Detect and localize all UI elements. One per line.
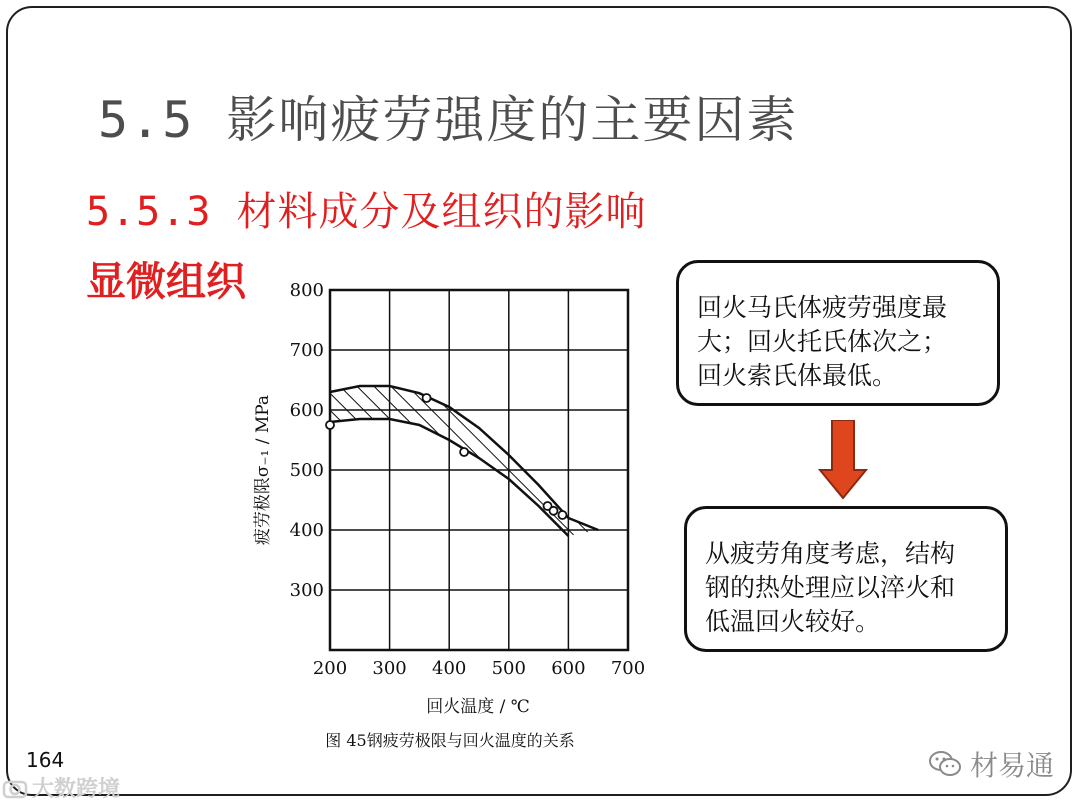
chart-y-tick-label: 300	[289, 580, 324, 601]
chart-y-tick-label: 800	[289, 280, 324, 301]
camera-icon	[2, 777, 28, 799]
chart-y-tick-label: 500	[289, 460, 324, 481]
callout-heat-treatment	[684, 506, 1008, 652]
chart-grid	[330, 290, 628, 650]
section-heading: 显微组织	[86, 259, 246, 305]
chart-x-tick-label: 600	[551, 658, 586, 679]
callout-tempered-structures	[676, 260, 1000, 406]
chart-x-tick-label: 300	[372, 658, 407, 679]
fatigue-chart	[240, 270, 660, 760]
callout-line: 低温回火较好。	[705, 607, 881, 636]
callout-line: 从疲劳角度考虑，结构	[705, 539, 956, 568]
chart-x-tick-label: 400	[432, 658, 467, 679]
chart-y-axis-label: 疲劳极限σ₋₁ / MPa	[253, 394, 273, 546]
callout-line: 大；回火托氏体次之；	[697, 327, 948, 356]
chart-y-tick-label: 700	[289, 340, 324, 361]
slide-title: 5.5 影响疲劳强度的主要因素	[98, 91, 799, 149]
chart-y-tick-label: 400	[289, 520, 324, 541]
chart-data-point	[326, 421, 334, 429]
chart-data-point	[423, 394, 431, 402]
callout-line: 回火马氏体疲劳强度最	[697, 293, 948, 322]
chart-x-tick-label: 200	[312, 658, 348, 679]
watermark-right	[928, 744, 1054, 784]
slide-subtitle: 5.5.3 材料成分及组织的影响	[86, 189, 647, 235]
watermark-left	[2, 772, 120, 803]
chart-caption: 图 45钢疲劳极限与回火温度的关系	[325, 731, 575, 750]
callout-line: 钢的热处理应以淬火和	[705, 573, 956, 602]
callout-line: 回火索氏体最低。	[697, 361, 898, 390]
chart-data-point	[558, 511, 566, 519]
down-arrow-icon	[818, 420, 868, 500]
chart-data-point	[550, 507, 558, 515]
chart-y-tick-label: 600	[289, 400, 324, 421]
chart-x-tick-label: 700	[610, 658, 646, 679]
watermark-left-text: 大数跨境	[32, 777, 121, 802]
chart-x-axis-label: 回火温度 / ℃	[426, 697, 530, 717]
page-number: 164	[26, 748, 65, 772]
chart-data-point	[460, 448, 468, 456]
watermark-right-text: 材易通	[970, 749, 1055, 782]
wechat-icon	[928, 750, 962, 778]
chart-x-tick-label: 500	[491, 658, 526, 679]
